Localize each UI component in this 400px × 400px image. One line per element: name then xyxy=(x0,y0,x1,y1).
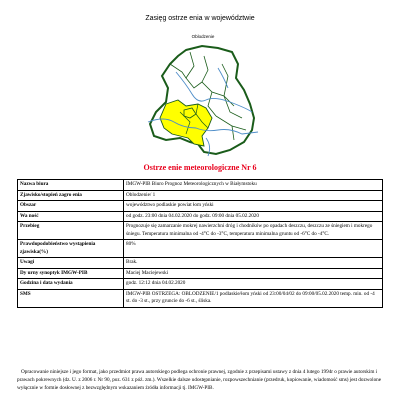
row-value: IMGW-PIB Biuro Prognoz Meteorologicznych w Białymstoku xyxy=(124,180,383,191)
row-label: Zjawisko/stopień zagro enia xyxy=(18,190,124,201)
warning-title: Ostrze enie meteorologiczne Nr 6 xyxy=(143,163,257,172)
copyright-note xyxy=(17,369,383,392)
row-label: SMS xyxy=(18,289,124,307)
table-row xyxy=(18,240,383,258)
row-label: Przebieg xyxy=(18,222,124,240)
row-label: Wa ność xyxy=(18,211,124,222)
warning-map xyxy=(146,34,260,158)
row-label: Godzina i data wydania xyxy=(18,279,124,290)
table-row xyxy=(18,201,383,212)
row-value: województwo podlaskie powiat łom yński xyxy=(124,201,383,212)
row-value: Prognozuje się zamarzanie mokrej nawierzchni dróg i chodników po opadach deszczu, deszczu ze śniegiem i mokrego śniegu. Temperatura minimalna od -4°C do -3°C, temperatura minimalna gruntu od -6°C do -4°C. xyxy=(124,222,383,240)
row-label: Dy urny synoptyk IMGW-PIB xyxy=(18,268,124,279)
table-row xyxy=(18,180,383,191)
voivodeship-map xyxy=(146,42,260,158)
map-caption: Oblodzenie xyxy=(191,34,215,39)
row-value: IMGW-PIB OSTRZEGA: OBLODZENIE/1 podlaskie/łom yński od 23:00/04/02 do 09:00/05.02.2020 temp. min. od -4 st. do -3 st., przy gruncie do -6 st., śliska. xyxy=(124,289,383,307)
row-value: Brak. xyxy=(124,258,383,269)
row-label: Obszar xyxy=(18,201,124,212)
table-row xyxy=(18,279,383,290)
row-value: Oblodzenie/ 1 xyxy=(124,190,383,201)
page-title: Zasięg ostrze enia w województwie xyxy=(145,15,255,22)
row-value: godz. 12:12 dnia 04.02.2020 xyxy=(124,279,383,290)
row-label: Nazwa biura xyxy=(18,180,124,191)
table-row xyxy=(18,258,383,269)
row-value: Maciej Maciejewski xyxy=(124,268,383,279)
row-value: od godz. 23:00 dnia 04.02.2020 do godz. 09:00 dnia 05.02.2020 xyxy=(124,211,383,222)
row-value: 80% xyxy=(124,240,383,258)
table-row xyxy=(18,190,383,201)
copyright-text: Opracowanie niniejsze i jego format, jako przedmiot prawa autorskiego podlega ochronie prawnej, zgodnie z przepisami ustawy z dnia 4 lutego 1994r o prawie autorskim i prawach pokrewnych (dz. U. z 2006 r. Nr 90, poz. 631 z póź. zm.). Wszelkie dalsze udostępnianie, rozpowszechnianie (przedruk, kopiowanie, wiadomość sms) jest dozwolone wyłącznie w formie dosłownej z bezwzględnym wskazaniem źródła informacji tj. IMGW-PIB. xyxy=(17,369,382,391)
row-label: Prawdopodobieństwo wystąpienia zjawiska(%) xyxy=(18,240,124,258)
table-row xyxy=(18,211,383,222)
table-row xyxy=(18,268,383,279)
warning-details-table xyxy=(17,179,383,308)
row-label: Uwagi xyxy=(18,258,124,269)
table-row xyxy=(18,222,383,240)
table-row xyxy=(18,289,383,307)
